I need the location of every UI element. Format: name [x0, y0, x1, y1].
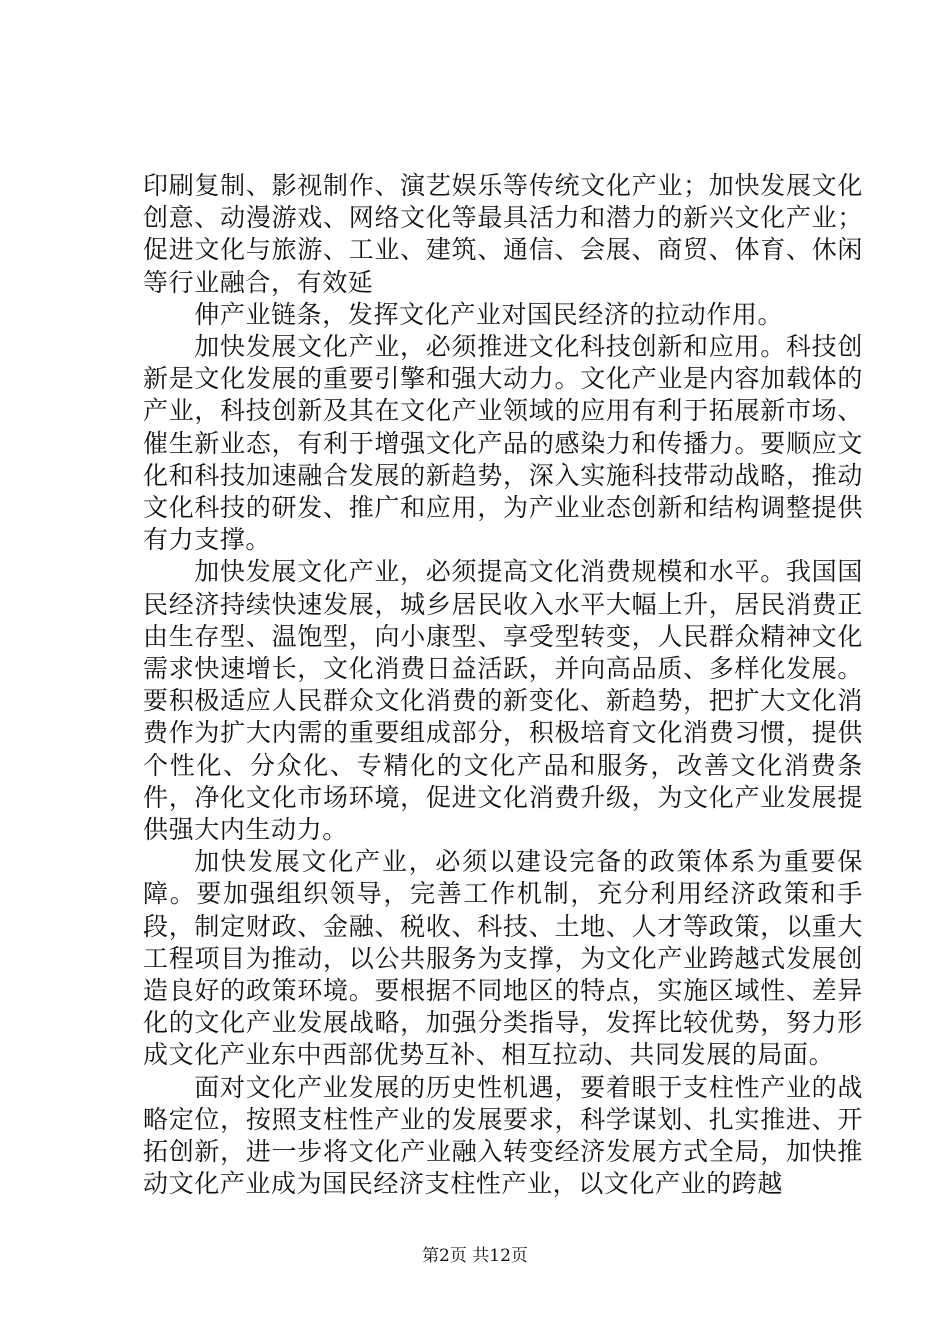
paragraph-4: 加快发展文化产业，必须提高文化消费规模和水平。我国国民经济持续快速发展，城乡居民收入水平大幅上升，居民消费正由生存型、温饱型，向小康型、享受型转变，人民群众精神文化需求快速增长，文化消费日益活跃，并向高品质、多样化发展。要积极适应人民群众文化消费的新变化、新趋势，把扩大文化消费作为扩大内需的重要组成部分，积极培育文化消费习惯，提供个性化、分众化、专精化的文化产品和服务，改善文化消费条件，净化文化市场环境，促进文化消费升级，为文化产业发展提供强大内生动力。: [143, 557, 863, 845]
paragraph-5: 加快发展文化产业，必须以建设完备的政策体系为重要保障。要加强组织领导，完善工作机制，充分利用经济政策和手段，制定财政、金融、税收、科技、土地、人才等政策，以重大工程项目为推动，以公共服务为支撑，为文化产业跨越式发展创造良好的政策环境。要根据不同地区的特点，实施区域性、差异化的文化产业发展战略，加强分类指导，发挥比较优势，努力形成文化产业东中西部优势互补、相互拉动、共同发展的局面。: [143, 847, 863, 1070]
paragraph-1: 印刷复制、影视制作、演艺娱乐等传统文化产业；加快发展文化创意、动漫游戏、网络文化等最具活力和潜力的新兴文化产业；促进文化与旅游、工业、建筑、通信、会展、商贸、体育、休闲等行业融合，有效延: [143, 171, 863, 297]
paragraph-6: 面对文化产业发展的历史性机遇，要着眼于支柱性产业的战略定位，按照支柱性产业的发展要求，科学谋划、扎实推进、开拓创新，进一步将文化产业融入转变经济发展方式全局，加快推动文化产业成为国民经济支柱性产业，以文化产业的跨越: [143, 1072, 863, 1199]
paragraph-3: 加快发展文化产业，必须推进文化科技创新和应用。科技创新是文化发展的重要引擎和强大动力。文化产业是内容加载体的产业，科技创新及其在文化产业领域的应用有利于拓展新市场、催生新业态，有利于增强文化产品的感染力和传播力。要顺应文化和科技加速融合发展的新趋势，深入实施科技带动战略，推动文化科技的研发、推广和应用，为产业业态创新和结构调整提供有力支撑。: [143, 332, 863, 555]
paragraph-2: 伸产业链条，发挥文化产业对国民经济的拉动作用。: [194, 299, 784, 329]
page-number-footer: 第2页 共12页: [422, 1246, 528, 1266]
document-body: [143, 170, 863, 1201]
